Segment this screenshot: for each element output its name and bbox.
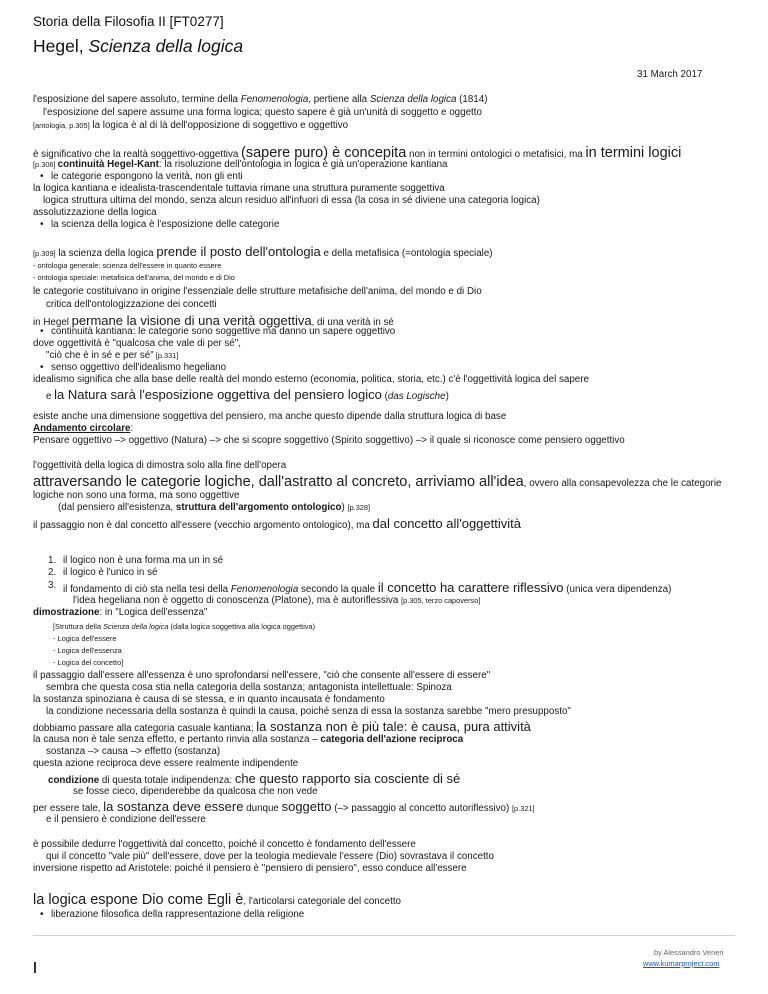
note-line: dimostrazione: in "Logica dell'essenza" (33, 607, 208, 618)
note-line: critica dell'ontologizzazione dei concetti (46, 299, 217, 310)
page-reference: [p.305, terzo capoverso] (401, 596, 481, 605)
page-reference: [p.328] (347, 503, 371, 512)
emphasis-large: soggetto (281, 799, 332, 814)
bullet-item: • la scienza della logica è l'esposizione delle categorie (51, 219, 279, 231)
small-note: - ontologia speciale: metafisica dell'anima, del mondo e di Dio (33, 273, 235, 282)
footer-author: by Alessandro Veneri (654, 948, 724, 957)
page-reference: [p.331] (153, 351, 179, 360)
page-title (33, 36, 243, 57)
numbered-item: 1. il logico non è una forma ma un in sé (48, 555, 224, 566)
note-line: logica struttura ultima del mondo, senza alcun residuo all'infuori di essa (la cosa in sé diviene una categoria logica) (43, 195, 540, 206)
note-line: il passaggio dall'essere all'essenza è uno sprofondarsi nell'essere, "ciò che consente all'essere di essere" (33, 670, 491, 681)
numbered-item: 2. il logico è l'unico in sé (48, 567, 158, 578)
note-line: qui il concetto "vale più" dell'essere, dove per la teologia medievale l'essere (Dio) sovrastava il concetto (46, 851, 494, 862)
emphasis-large: la sostanza non è più tale: è causa, pura attività (256, 719, 531, 734)
note-line: [p.309] la scienza della logica prende il posto dell'ontologia e della metafisica (=ontologia speciale) (33, 244, 493, 259)
title-italic: Scienza della logica (88, 36, 244, 56)
note-line: la logica kantiana e idealista-trascendentale tuttavia rimane una struttura puramente soggettiva (33, 183, 445, 194)
small-note: [Struttura della Scienza della logica (dalla logica soggettiva alla logica oggettiva) (53, 622, 316, 631)
course-title: Storia della Filosofia II [FT0277] (33, 14, 224, 29)
emphasis-large: la sostanza deve essere (103, 799, 244, 814)
note-line: l'esposizione del sapere assoluto, termine della Fenomenologia, pertiene alla Scienza della logica (1814) (33, 94, 488, 105)
note-line: dobbiamo passare alla categoria casuale kantiana; la sostanza non è più tale: è causa, pura attività (33, 719, 531, 734)
text-cursor (34, 962, 36, 973)
numbered-item: 3. il fondamento di ciò sta nella tesi della Fenomenologia secondo la quale il concetto ha carattere riflessivo (unica vera dipendenza) (48, 580, 672, 595)
emphasis-large: dal concetto all'oggettività (372, 516, 521, 531)
note-line: assolutizzazione della logica (33, 207, 157, 218)
note-line: è possibile dedurre l'oggettività dal concetto, poiché il concetto è fondamento dell'essere (33, 839, 416, 850)
note-line: Andamento circolare: (33, 423, 134, 434)
note-line: l'oggettività della logica di dimostra solo alla fine dell'opera (33, 460, 287, 471)
small-note: - Logica del concetto] (53, 658, 124, 667)
note-line: l'idea hegeliana non è oggetto di conoscenza (Platone), ma è autoriflessiva [p.305, terzo capoverso] (73, 595, 481, 606)
note-line: il passaggio non è dal concetto all'essere (vecchio argomento ontologico), ma dal concetto all'oggettività (33, 516, 521, 531)
emphasis-large: in termini logici (585, 145, 682, 161)
note-line: è significativo che la realtà soggettivo-oggettiva (sapere puro) è concepita non in termini ontologici o metafisici, ma in termini logici (33, 145, 682, 161)
note-line: le categorie costituivano in origine l'essenziale delle strutture metafisiche dell'anima, del mondo e di Dio (33, 286, 482, 297)
note-line: l'esposizione del sapere assume una forma logica; questo sapere è già un'unità di soggetto e oggetto (43, 107, 482, 118)
emphasis-large: che questo rapporto sia cosciente di sé (234, 771, 461, 786)
note-line: se fosse cieco, dipenderebbe da qualcosa che non vede (73, 786, 318, 797)
note-line: attraversando le categorie logiche, dall'astratto al concreto, arriviamo all'idea, ovvero alla consapevolezza che le categorie (33, 474, 722, 490)
note-line: la sostanza spinoziana è causa di se stessa, e in quanto incausata è fondamento (33, 694, 385, 705)
note-line: sembra che questa cosa stia nella categoria della sostanza; antagonista intellettuale: Spinoza (46, 682, 452, 693)
page-reference: [antologia, p.305] (33, 121, 90, 130)
note-line: sostanza –> causa –> effetto (sostanza) (46, 746, 221, 757)
footer-site-link[interactable]: www.kumarproject.com (643, 959, 720, 968)
bullet-item: • le categorie espongono la verità, non gli enti (51, 171, 243, 183)
emphasis-large: permane la visione di una verità oggettiva (71, 313, 312, 328)
note-line: inversione rispetto ad Aristotele: poiché il pensiero è "pensiero di pensiero", esso conduce all'essere (33, 863, 467, 874)
emphasis-large: la logica espone Dio come Egli è (33, 892, 244, 908)
bullet-item: • liberazione filosofica della rappresentazione della religione (51, 909, 304, 921)
bullet-item: • senso oggettivo dell'idealismo hegeliano (51, 362, 226, 374)
note-line: per essere tale, la sostanza deve essere dunque soggetto (–> passaggio al concetto autoriflessivo) [p.321] (33, 799, 535, 814)
page-reference: [p.306] (33, 160, 58, 169)
emphasis-large: (sapere puro) è concepita (241, 145, 407, 161)
note-line: condizione di questa totale indipendenza: che questo rapporto sia cosciente di sé (48, 771, 461, 786)
note-line: "ciò che è in sé e per sé" [p.331] (46, 350, 179, 361)
note-line: la logica espone Dio come Egli è, l'articolarsi categoriale del concetto (33, 892, 401, 908)
note-line: e la Natura sarà l'esposizione oggettiva del pensiero logico (das Logische) (46, 387, 449, 402)
note-line: idealismo significa che alla base delle realtà del mondo esterno (economia, politica, storia, etc.) c'è l'oggettività logica del sapere (33, 374, 589, 385)
emphasis-large: prende il posto dell'ontologia (156, 244, 321, 259)
small-note: - Logica dell'essenza (53, 646, 122, 655)
small-note: - Logica dell'essere (53, 634, 117, 643)
note-line: la causa non è tale senza effetto, e pertanto rinvia alla sostanza – categoria dell'azione reciproca (33, 734, 464, 745)
note-line: (dal pensiero all'esistenza, struttura dell'argomento ontologico) [p.328] (58, 502, 371, 513)
note-line: e il pensiero è condizione dell'essere (46, 814, 206, 825)
note-line: [p.306] continuità Hegel-Kant: la risoluzione dell'ontologia in logica è già un'operazione kantiana (33, 159, 448, 170)
small-note: - ontologia generale: scienza dell'essere in quanto essere (33, 261, 222, 270)
page-reference: [p.321] (512, 804, 535, 813)
note-line: [antologia, p.305] la logica è al di là dell'opposizione di soggettivo e oggettivo (33, 120, 349, 131)
emphasis-large: il concetto ha carattere riflessivo (377, 580, 564, 595)
note-line: esiste anche una dimensione soggettiva del pensiero, ma anche questo dipende dalla struttura logica di base (33, 411, 507, 422)
emphasis-large: la Natura sarà l'esposizione oggettiva del pensiero logico (54, 387, 382, 402)
footer-divider (33, 935, 735, 936)
note-line: Pensare oggettivo –> oggettivo (Natura) –> che si scopre soggettivo (Spirito soggettivo) –> il quale si riconosce come pensiero oggettivo (33, 435, 625, 446)
note-line: logiche non sono una forma, ma sono oggettive (33, 490, 240, 501)
page-reference: [p.309] (33, 249, 56, 258)
note-line: in Hegel permane la visione di una verità oggettiva, di una verità in sé (33, 313, 394, 328)
note-line: dove oggettività è "qualcosa che vale di per sé", (33, 338, 241, 349)
note-line: questa azione reciproca deve essere realmente indipendente (33, 758, 299, 769)
title-plain: Hegel, (33, 36, 89, 56)
bullet-item: • continuità kantiana: le categorie sono soggettive ma danno un sapere oggettivo (51, 326, 395, 338)
page-date: 31 March 2017 (637, 69, 703, 80)
note-line: la condizione necessaria della sostanza è quindi la causa, poiché senza di essa la sostanza sarebbe "mero presupposto" (46, 706, 571, 717)
emphasis-large: attraversando le categorie logiche, dall'astratto al concreto, arriviamo all'idea (33, 474, 524, 490)
